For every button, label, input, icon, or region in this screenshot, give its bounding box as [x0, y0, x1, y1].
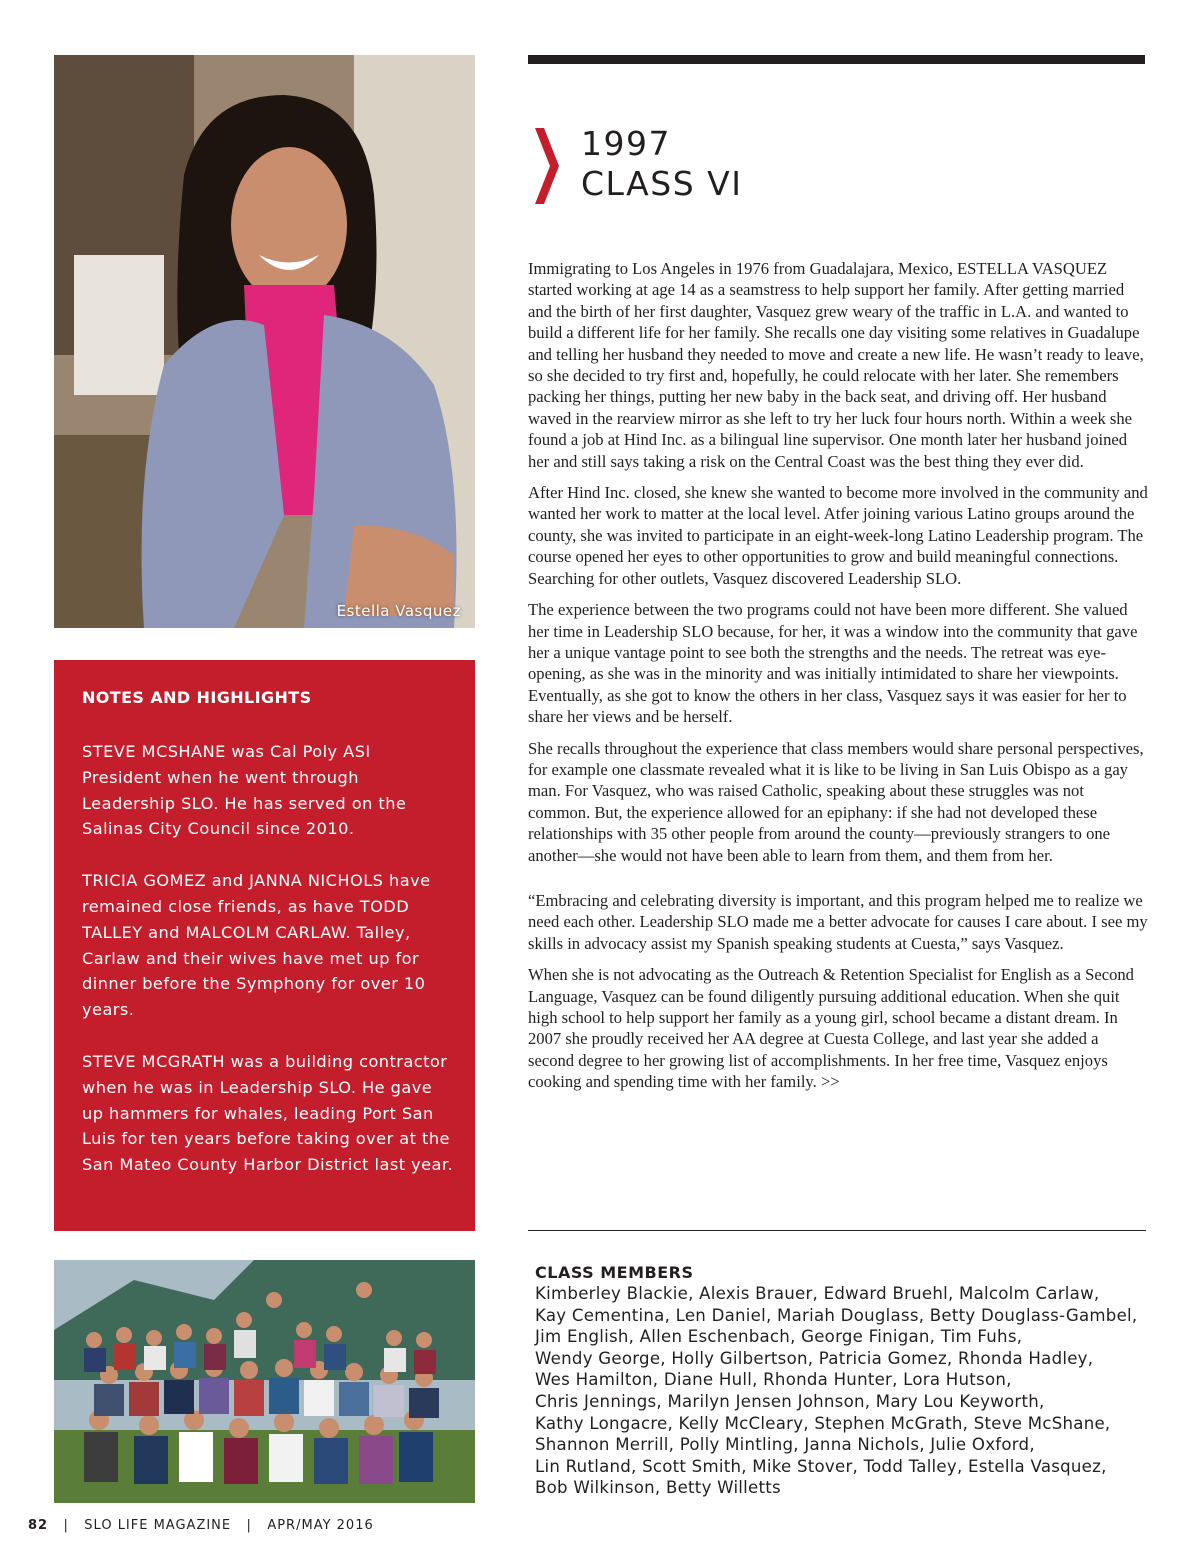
section-divider [528, 1230, 1146, 1231]
chevron-right-icon [535, 128, 559, 204]
class-members-title: CLASS MEMBERS [535, 1263, 694, 1282]
group-image [54, 1260, 475, 1503]
class-year: 1997 [581, 124, 671, 163]
note-paragraph: TRICIA GOMEZ and JANNA NICHOLS have remained close friends, as have TODD TALLEY and MALCOLM CARLAW. Talley, Carlaw and their wives have met up for dinner before the Symphony for over 10 years. [82, 871, 431, 1020]
article-paragraph: When she is not advocating as the Outreach & Retention Specialist for English as a Second Language, Vasquez can be found diligently pursuing additional education. When she quit high school to help support her family as a young girl, school became a distant dream. In 2007 she proudly received her AA degree at Cuesta College, and last year she added a second degree to her growing list of accomplishments. In her free time, Vasquez enjoys cooking and spending time with her family. >> [528, 965, 1134, 1092]
article-paragraph: Immigrating to Los Angeles in 1976 from Guadalajara, Mexico, ESTELLA VASQUEZ started working at age 14 as a seamstress to help support her family. After getting married and the birth of her first daughter, Vasquez grew weary of the traffic in L.A. and wanted to build a different life for her family. She recalls one day visiting some relatives in Guadalupe and telling her husband they needed to move and create a new life. He wasn’t ready to leave, so she decided to try first and, hopefully, he could relocate with her later. She remembers packing her things, putting her new baby in the back seat, and driving off. Her husband waved in the rearview mirror as she left to try her luck four hours north. Within a week she found a job at Hind Inc. as a bilingual line supervisor. One month later her husband joined her and still says taking a risk on the Central Coast was the best thing they ever did. [528, 259, 1144, 471]
class-members-list [535, 1283, 1147, 1499]
page-number: 82 [28, 1518, 49, 1533]
notes-title: NOTES AND HIGHLIGHTS [82, 688, 312, 707]
article-quote: “Embracing and celebrating diversity is important, and this program helped me to realize we need each other. Leadership SLO made me a better advocate for causes I care about. I see my skills in advocacy assist my Spanish speaking students at Cuesta,” says Vasquez. [528, 890, 1148, 953]
article-paragraph: After Hind Inc. closed, she knew she wanted to become more involved in the community and wanted her work to matter at the local level. Atfer joining various Latino groups around the county, she was invited to participate in an eight-week-long Latino Leadership program. The course opened her eyes to other opportunities to grow and build meaningful connections. Searching for other outlets, Vasquez discovered Leadership SLO. [528, 483, 1148, 588]
members-line: Bob Wilkinson, Betty Willetts [535, 1478, 781, 1498]
photo-caption: Estella Vasquez [336, 602, 461, 620]
article-body [528, 258, 1148, 1103]
article-paragraph: She recalls throughout the experience that class members would share personal perspectives, for example one classmate revealed what it is like to be living in San Luis Obispo as a gay man. For Vasquez, who was raised Catholic, speaking about these struggles was not common. But, the experience allowed for an epiphany: if she had not developed these relationships with 35 other people from around the county—previously strangers to one another—she would not have been able to learn from them, and them from her. [528, 738, 1144, 865]
class-group-photo [54, 1260, 475, 1503]
magazine-name: SLO LIFE MAGAZINE [84, 1518, 232, 1533]
issue-date: APR/MAY 2016 [267, 1518, 374, 1533]
members-line: Wes Hamilton, Diane Hull, Rhonda Hunter, Lora Hutson, [535, 1370, 1012, 1390]
members-line: Shannon Merrill, Polly Mintling, Janna Nichols, Julie Oxford, [535, 1435, 1035, 1455]
members-line: Chris Jennings, Marilyn Jensen Johnson, Mary Lou Keyworth, [535, 1391, 1045, 1411]
class-name: CLASS VI [581, 164, 743, 203]
note-paragraph: STEVE MCSHANE was Cal Poly ASI President when he went through Leadership SLO. He has served on the Salinas City Council since 2010. [82, 742, 407, 839]
members-line: Wendy George, Holly Gilbertson, Patricia Gomez, Rhonda Hadley, [535, 1348, 1094, 1368]
members-line: Kathy Longacre, Kelly McCleary, Stephen McGrath, Steve McShane, [535, 1413, 1111, 1433]
portrait-photo [54, 55, 475, 628]
members-line: Kay Cementina, Len Daniel, Mariah Douglass, Betty Douglass-Gambel, [535, 1305, 1138, 1325]
footer-separator: | [246, 1518, 252, 1533]
article-paragraph: The experience between the two programs could not have been more different. She valued her time in Leadership SLO because, for her, it was a window into the community that gave her a unique vantage point to see both the strengths and the needs. The retreat was eye-opening, as she was in the minority and was initially intimidated to share her viewpoints. Eventually, as she got to know the others in her class, Vasquez says it was easier for her to share her views and be herself. [528, 600, 1138, 727]
notes-highlights-box [54, 660, 475, 1231]
top-rule [528, 55, 1145, 64]
members-line: Kimberley Blackie, Alexis Brauer, Edward Bruehl, Malcolm Carlaw, [535, 1284, 1100, 1303]
note-paragraph: STEVE MCGRATH was a building contractor when he was in Leadership SLO. He gave up hammers for whales, leading Port San Luis for ten years before taking over at the San Mateo County Harbor District last year. [82, 1051, 454, 1175]
members-line: Jim English, Allen Eschenbach, George Finigan, Tim Fuhs, [535, 1327, 1023, 1347]
footer-separator: | [63, 1518, 69, 1533]
page-footer [28, 1518, 374, 1533]
members-line: Lin Rutland, Scott Smith, Mike Stover, Todd Talley, Estella Vasquez, [535, 1456, 1107, 1476]
portrait-image [54, 55, 475, 628]
